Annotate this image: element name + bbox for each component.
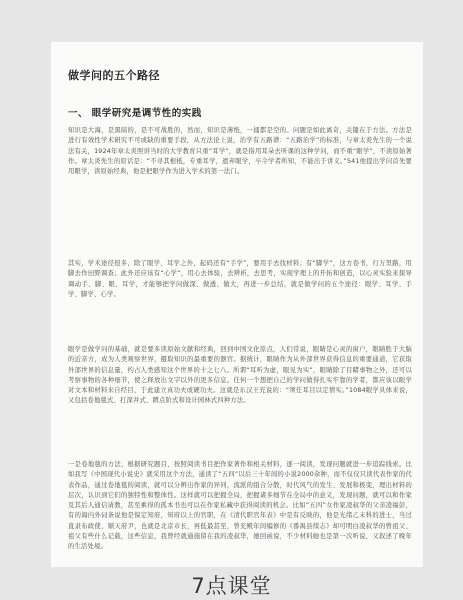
paragraph-4: 一是卷地毯的方法，根据研究题目，按照阅读书目把作家著作和相关材料，逐一阅读，发现问题就进一步追踪线索。比如我写《中国现代小说史》就采用这个方法，通读了“五四”以后三十年间的小说2000余种，而不仅仅只读代表作家的代表作品，通过卷地毯的阅读，就可以分辨出作家的异同，流派的组合分散，时代风气的发生、发展和极变，理出材料的层次，认识到它们的独特性和整体性。这样就可以把握全局，把握诸多细节在全局中的意义，发现问题，就可以和作家及其后人通信请教，甚至乘得的孤本书也可以在作家私藏中获得阅读的机会。比如“五四”女作家凌叔华的父亲凌福彭，有的海内外词条说他是保定知府，知府以上的官职，在《清代职官年表》中是有反映的，他是光绪乙未科的进士，当过直隶布政使，顺天府尹，也就是北京市长，再低最甚至，曾充殿年间编修的《番禺县续志》却可明白凌叔华的曾祖父、祖父有些什么记载，这些信息，我曾经就通施留在我的凌叔华，她回函说，不少材料她也是第一次听说，又叙述了晚年的生活处境。: [68, 461, 412, 551]
watermark-caption: 7点课堂: [191, 574, 272, 598]
paragraph-2: 其实，学术途径很多，除了眼学、耳学之外，起码还有“手学”，要用手去找材料；有“脚学”，这方卷书，行万里路，用脚去作田野调查；此外还应该有“心学”，用心去体验，去辨析，去思考，实现学理上的开拓和创造，以心灵实验来探导调动手、脚、眼、耳学，才能够把学问做深、做透、做大，再进一步总结，就是做学问的五个途径：眼学、耳学、手学、脚学、心学。: [68, 260, 412, 298]
paragraph-1: 知识是大海，是黑暗的，是不可战胜的，然而，知识是薄纸，一捅都是空的。问题是如此离奇，关键在于方法。方法是进行有效性学术研究不可或缺的重要手段，从方法论上说，治学有五路谱：“五路治学”的标准，与章太炎先生的一个说法有关，1924年章太炎照讲当时的大学教育只重“耳学”，就是指用耳朵去听课的这种学问，而不重“眼学”，不读原始著作。章太炎先生的原话是：“不寻其根柢，专重耳学，遗弃眼学，卒令学者所知，不能出于讲义。”541他提出学问首先要用眼学，读原始经典，他是把眼学作为进入学术的第一法门。: [68, 127, 412, 176]
document-page: [51, 42, 423, 567]
paragraph-3: 眼学是做学问的基础，就是要多读原始文献和经典，回到中国文化原点，人们常说，眼睛是心灵的窗户，眼睛胜于大脑的近亲方，成为人类观察世界，摄取知识的最重要的器官。据统计，眼睛作为从外部世界获得信息的重要通道，它获取外部世界的信息量，约占人类感知这个世界的十之七八。所谓“耳听为虚，眼见为实”，眼睛除了目睹事物之外，还可以考察事物的各种细节，使之释放出文字以外的更多信息。任何一个想把自己的学问做得扎实牢靠的学者，都应该以眼学对文本和材料来自经目，于此建立真功夫或硬功夫。这就是东汉王充说的：“须任耳目以定情实。”1084眼学具体来说，又包括卷地毯式、打深井式、蹲点阶式和设计园林式四种方法。: [68, 346, 412, 405]
document-title: 做学问的五个路径: [68, 69, 160, 82]
section-heading: 一、 眼学研究是调节性的实践: [68, 108, 202, 119]
